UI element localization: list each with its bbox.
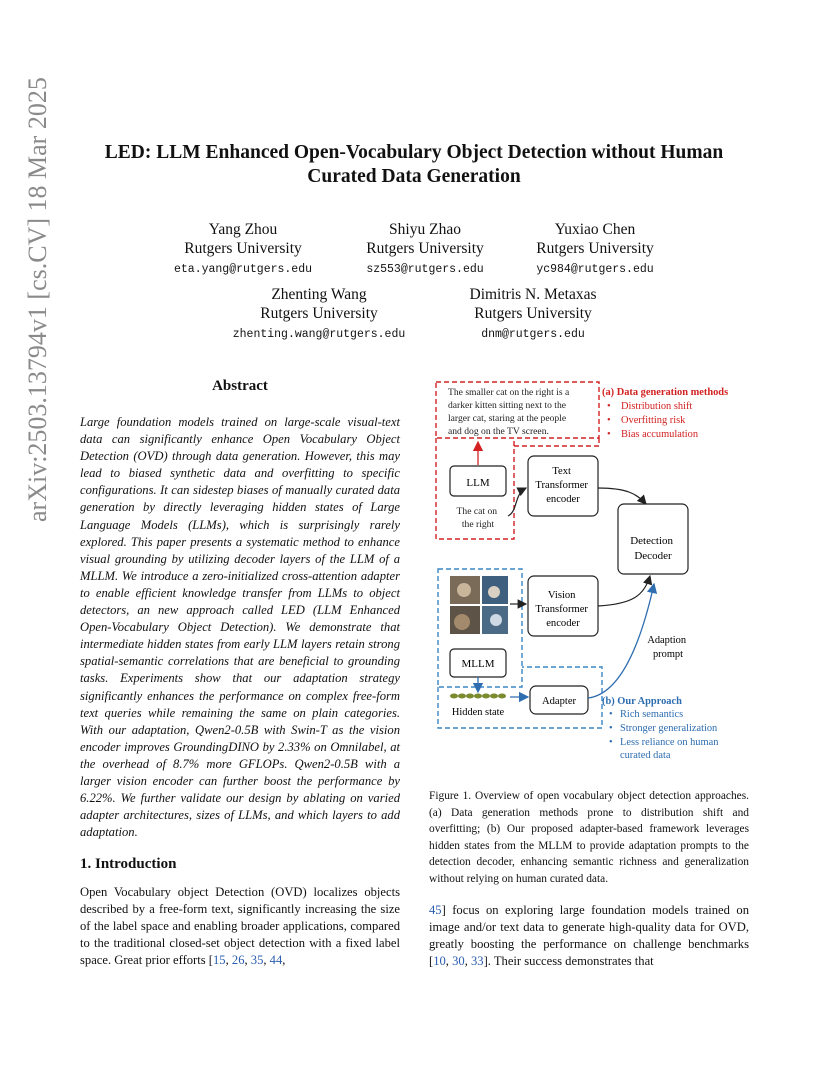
author-block bbox=[143, 220, 343, 279]
svg-text:•Distribution shift bbox=[607, 401, 692, 412]
llm-label: LLM bbox=[466, 477, 490, 489]
right-text: ] focus on exploring large foundation models trained on image and/or text data to generate high-quality data for OVD, greatly boosting the performance on challenge benchmarks [ bbox=[429, 903, 749, 969]
author-affiliation: Rutgers University bbox=[536, 240, 654, 257]
author-name: Shiyu Zhao bbox=[389, 221, 461, 238]
author-block bbox=[433, 285, 633, 344]
figure-caption: Figure 1. Overview of open vocabulary object detection approaches. (a) Data generation methods prone to distribution shift and overfitting; (b) Our proposed adapter-based framework leverages hidden states from the MLLM to provide adaptation prompts to the detection decoder, enhancing semantic richness and generalization without relying on human curated data. bbox=[429, 790, 749, 885]
author-block bbox=[495, 220, 695, 279]
hidden-state-label: Hidden state bbox=[451, 707, 505, 718]
svg-text:The smaller cat on the right i bbox=[448, 387, 572, 437]
author-email[interactable]: yc984@rutgers.edu bbox=[536, 263, 654, 276]
author-block bbox=[219, 285, 419, 344]
text-to-decoder-arrow bbox=[598, 488, 646, 504]
approach-title: (b) Our Approach bbox=[602, 696, 682, 707]
vision-encoder-line: encoder bbox=[546, 618, 580, 629]
svg-text:•Less reliance on human bbox=[609, 737, 719, 748]
bullet-dot: • bbox=[609, 723, 613, 734]
gen-bullet: Bias accumulation bbox=[621, 429, 699, 440]
right-column-paragraph: 45] focus on exploring large foundation models trained on image and/or text data to generate high-quality data for OVD, greatly boosting the performance on challenge benchmarks [10, 30, 33]. Their success demonstrates that bbox=[429, 903, 749, 969]
intro-paragraph: Open Vocabulary object Detection (OVD) localizes objects described by a free-form text, significantly increasing the size of the label space and enabling broader applications, compared to the traditional closed-set object detection with a fixed label space. Great prior efforts [15, 26, 35, 44, bbox=[80, 885, 400, 968]
approach-bullet: curated data bbox=[620, 750, 671, 761]
generated-caption-line: and dog on the TV screen. bbox=[448, 426, 549, 437]
approach-bullet: Stronger generalization bbox=[620, 723, 718, 734]
author-affiliation: Rutgers University bbox=[366, 240, 484, 257]
title-line-1: LED: LLM Enhanced Open-Vocabulary Object Detection without Human bbox=[104, 142, 724, 163]
vision-encoder-line: Vision bbox=[547, 590, 576, 601]
adaption-prompt-line: prompt bbox=[652, 649, 684, 660]
vision-encoder-line: Transformer bbox=[535, 604, 588, 615]
svg-text:•Bias accumulation bbox=[607, 429, 699, 440]
prompt-to-text-encoder-arrow bbox=[508, 488, 526, 516]
citation-link[interactable]: 33 bbox=[470, 954, 484, 969]
decoder-line: Detection bbox=[630, 535, 674, 547]
vision-to-decoder-arrow bbox=[598, 576, 650, 606]
approach-bullet: Rich semantics bbox=[620, 709, 684, 720]
data-generation-title: (a) Data generation methods bbox=[602, 387, 729, 398]
adapter-label: Adapter bbox=[541, 696, 577, 707]
cat-prompt-line: The cat on bbox=[456, 506, 498, 517]
author-affiliation: Rutgers University bbox=[184, 240, 302, 257]
abstract-text: Large foundation models trained on large-scale visual-text data can significantly enhance Open Vocabulary Object Detection (OVD) through data generation. However, this may lead to biased synthetic data and overfitting to specific configurations. It can sidestep biases of manually curated data generation by directly leveraging hidden states of Large Language Models (LLMs), which is surprisingly rarely explored. This paper presents a systematic method to enhance visual grounding by utilizing decoder layers of the LLM of a MLLM. We introduce a zero-initialized cross-attention adapter to enable efficient knowledge transfer from LLMs to object detectors, an new approach called LED (LLM Enhanced Open-Vocabulary Object Detection). We demonstrate that intermediate hidden states from early LLM layers retain strong spatial-semantic correlations that are beneficial to grounding tasks. Experiments show that our adaptation strategy significantly enhances the performance on complex free-form text queries while remaining the same on plain categories. With our adaptation, Qwen2-0.5B with Swin-T as the vision encoder improves GroundingDINO by 2.33% on Omnilabel, at the overhead of 8.7% more GFLOPs. Qwen2-0.5B with a larger vision encoder can further boost the performance by 6.22%. We further validate our design by ablating on varied adapter architectures, sizes of LLMs, and which layers to add adaptation. bbox=[80, 415, 400, 840]
bullet-dot: • bbox=[607, 429, 611, 440]
citation-link[interactable]: 30 bbox=[452, 954, 465, 969]
intro-text: Open Vocabulary object Detection (OVD) localizes objects described by a free-form text, significantly increasing the size of the label space and enabling broader applications, compared to the traditional closed-set object detection with a fixed label space. Great prior efforts [ bbox=[80, 885, 400, 968]
author-affiliation: Rutgers University bbox=[474, 305, 592, 322]
decoder-line: Decoder bbox=[634, 550, 672, 562]
figure-1-diagram bbox=[432, 376, 752, 776]
text-encoder-line: encoder bbox=[546, 494, 580, 505]
bullet-dot: • bbox=[607, 415, 611, 426]
hidden-state-tokens bbox=[450, 694, 506, 699]
gen-bullet: Overfitting risk bbox=[621, 415, 686, 426]
citation-link[interactable]: 10 bbox=[433, 954, 446, 969]
author-email[interactable]: dnm@rutgers.edu bbox=[481, 328, 585, 341]
author-affiliation: Rutgers University bbox=[260, 305, 378, 322]
author-email[interactable]: sz553@rutgers.edu bbox=[366, 263, 484, 276]
svg-text:•Rich semantics bbox=[609, 709, 683, 720]
author-name: Dimitris N. Metaxas bbox=[469, 286, 597, 303]
generation-dashed-link bbox=[514, 438, 599, 446]
title-line-2: Curated Data Generation bbox=[307, 166, 521, 187]
bullet-dot: • bbox=[607, 401, 611, 412]
mllm-label: MLLM bbox=[461, 658, 495, 670]
author-name: Yang Zhou bbox=[208, 221, 278, 238]
svg-text:The cat on the right bbox=[457, 506, 500, 530]
generated-caption-line: The smaller cat on the right is a bbox=[448, 387, 570, 398]
author-email[interactable]: zhenting.wang@rutgers.edu bbox=[232, 328, 406, 341]
generated-caption-line: darker kitten sitting next to the bbox=[448, 400, 567, 411]
adaption-prompt-line: Adaption bbox=[647, 635, 687, 646]
svg-text:curated data bbox=[620, 750, 671, 761]
abstract-heading: Abstract bbox=[212, 378, 268, 394]
bullet-dot: • bbox=[609, 737, 613, 748]
svg-text:•Stronger generalization bbox=[609, 723, 718, 734]
section-heading: 1. Introduction bbox=[80, 856, 177, 872]
citation-link[interactable]: 45 bbox=[429, 903, 442, 917]
citation-link[interactable]: 35 bbox=[250, 953, 264, 968]
svg-text:Adaption prompt bbox=[647, 635, 688, 660]
paper-title bbox=[80, 141, 748, 189]
text-encoder-line: Transformer bbox=[535, 480, 588, 491]
bullet-dot: • bbox=[609, 709, 613, 720]
citation-link[interactable]: 26 bbox=[231, 953, 245, 968]
svg-text:•Overfitting risk bbox=[607, 415, 686, 426]
author-email[interactable]: eta.yang@rutgers.edu bbox=[173, 263, 313, 276]
text-encoder-line: Text bbox=[552, 466, 572, 477]
approach-bullet: Less reliance on human bbox=[620, 737, 719, 748]
citation-link[interactable]: 15 bbox=[213, 953, 226, 968]
author-name: Yuxiao Chen bbox=[554, 221, 636, 238]
citation-link[interactable]: 44 bbox=[269, 953, 283, 968]
right-text-end: ]. Their success demonstrates that bbox=[483, 954, 654, 969]
arxiv-identifier[interactable]: arXiv:2503.13794v1 [cs.CV] 18 Mar 2025 bbox=[23, 77, 52, 522]
generated-caption-line: larger cat, staring at the people bbox=[448, 413, 567, 424]
gen-bullet: Distribution shift bbox=[621, 401, 693, 412]
author-name: Zhenting Wang bbox=[271, 286, 367, 303]
cat-prompt-line: the right bbox=[461, 519, 495, 530]
